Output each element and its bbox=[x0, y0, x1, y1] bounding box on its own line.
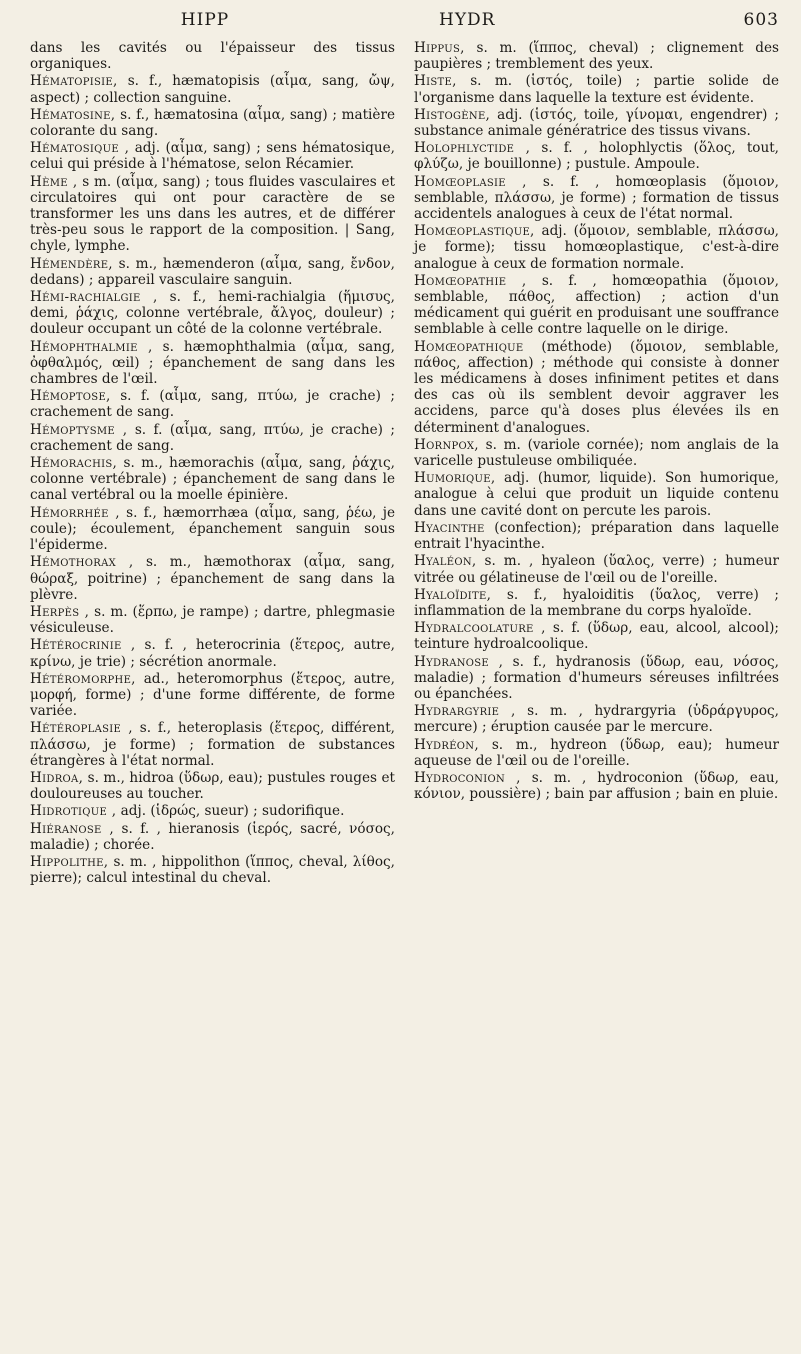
dictionary-entry bbox=[30, 422, 395, 454]
entry-definition: adj. (ἱδρώς, sueur) ; sudorifique. bbox=[120, 803, 345, 820]
entry-definition: s. f., hydranosis (ὕδωρ, eau, νόσος, maladie) ; formation d'humeurs séreuses infiltrées ou épanchées. bbox=[414, 653, 779, 702]
dictionary-entry bbox=[30, 604, 395, 636]
entry-headword: Hémoptose, bbox=[30, 388, 111, 405]
entry-headword: Hornpox, bbox=[414, 436, 479, 453]
entry-definition: s. m., hæmorachis (αἷμα, sang, ῥάχις, colonne vertébrale) ; épanchement de sang dans le canal vertébral ou la moelle épinière. bbox=[30, 455, 395, 504]
entry-headword: Hydralcoolature , bbox=[414, 620, 546, 637]
dictionary-entry bbox=[30, 174, 395, 255]
dictionary-entry bbox=[30, 388, 395, 420]
entry-headword: Hétéromorphe, bbox=[30, 670, 136, 687]
dictionary-entry bbox=[30, 803, 395, 819]
entry-headword: Hyaléon, bbox=[414, 553, 477, 570]
dictionary-entry bbox=[414, 73, 779, 105]
entry-definition: s. m. , hyaleon (ὕαλος, verre) ; humeur vitrée ou gélatineuse de l'œil ou de l'oreille. bbox=[414, 553, 779, 586]
entry-definition: adj. (humor, liquide). Son humorique, analogue à celui que produit un liquide contenu dans une cavité dont on percute les parois. bbox=[414, 470, 779, 519]
entry-headword: Hiéranose , bbox=[30, 820, 115, 837]
entry-headword: Histogène, bbox=[414, 106, 491, 123]
entry-headword: Hidroa, bbox=[30, 769, 84, 786]
entry-definition: s. f. (ὕδωρ, eau, alcool, alcool); teinture hydroalcoolique. bbox=[414, 620, 779, 653]
entry-definition: s. f. , homœopathia (ὅμοιον, semblable, πάθος, affection) ; action d'un médicament qui guérit en produisant une souffrance semblable à celle contre laquelle on le dirige. bbox=[414, 272, 780, 338]
dictionary-entry bbox=[414, 273, 779, 338]
right-column bbox=[414, 40, 779, 887]
dictionary-entry bbox=[30, 720, 395, 769]
entry-headword: Hydroconion , bbox=[414, 769, 521, 786]
entry-headword: Hyacinthe bbox=[414, 519, 485, 536]
entry-definition: adj. (αἷμα, sang) ; sens hématosique, celui qui préside à l'hématose, selon Récamier. bbox=[30, 140, 395, 173]
dictionary-entry bbox=[414, 520, 779, 552]
dictionary-entry bbox=[30, 455, 395, 504]
entry-headword: Hémorrhée , bbox=[30, 504, 120, 521]
entry-headword: Hémi-rachialgie , bbox=[30, 289, 158, 306]
entry-headword: Hémorachis, bbox=[30, 455, 118, 472]
entry-headword: Holophlyctide , bbox=[414, 140, 531, 157]
entry-headword: Hydréon, bbox=[414, 736, 479, 753]
dictionary-entry bbox=[30, 289, 395, 338]
entry-definition: s. f., heteroplasis (ἕτερος, différent, πλάσσω, je forme) ; formation de substances étrangères à l'état normal. bbox=[30, 720, 396, 769]
entry-definition: dans les cavités ou l'épaisseur des tissus organiques. bbox=[30, 40, 395, 73]
dictionary-entry bbox=[414, 770, 779, 802]
dictionary-entry bbox=[414, 140, 779, 172]
entry-definition: s. m., hæmothorax (αἷμα, sang, θώραξ, poitrine) ; épanchement de sang dans la plèvre. bbox=[30, 554, 395, 603]
header-right-group bbox=[399, 10, 779, 30]
entry-definition: s. m. , hippolithon (ἵππος, cheval, λίθος, pierre); calcul intestinal du cheval. bbox=[30, 853, 395, 887]
dictionary-entry bbox=[414, 703, 779, 735]
entry-definition: s. f. (αἷμα, sang, πτύω, je crache) ; crachement de sang. bbox=[30, 388, 395, 421]
dictionary-entry bbox=[30, 256, 395, 288]
entry-headword: Homœopathie , bbox=[414, 272, 527, 289]
entry-definition: s. m., hydreon (ὕδωρ, eau); humeur aqueuse de l'œil ou de l'oreille. bbox=[414, 736, 779, 769]
dictionary-entry bbox=[414, 470, 779, 519]
entry-definition: (méthode) (ὅμοιον, semblable, πάθος, affection) ; méthode qui consiste à donner les médicamens à doses infiniment petites et dans des cas où ils semblent devoir aggraver les accidens, parce qu'à doses plus élevées ils en déterminent d'analogues. bbox=[414, 338, 779, 436]
dictionary-entry bbox=[30, 554, 395, 603]
dictionary-entry bbox=[414, 620, 779, 652]
entry-definition: s. m. , hydrargyria (ὑδράργυρος, mercure) ; éruption causée par le mercure. bbox=[414, 703, 779, 736]
entry-headword: Hématopisie, bbox=[30, 73, 118, 90]
entry-definition: s m. (αἷμα, sang) ; tous fluides vasculaires et circulatoires qui ont pour caractère de se transformer les uns dans les autres, et de différer très-peu sous le rapport de la composition. | Sang, chyle, lymphe. bbox=[30, 173, 395, 255]
left-column bbox=[30, 40, 395, 887]
entry-headword: Hémothorax , bbox=[30, 554, 134, 571]
dictionary-entry bbox=[414, 737, 779, 769]
header-center-word: HYDR bbox=[439, 10, 496, 30]
dictionary-entry bbox=[414, 339, 779, 436]
entry-definition: s. f. , hieranosis (ἱερός, sacré, νόσος, maladie) ; chorée. bbox=[30, 820, 395, 853]
entry-headword: Hématosine, bbox=[30, 106, 116, 123]
dictionary-entry bbox=[30, 671, 395, 720]
entry-headword: Homœopathique bbox=[414, 338, 524, 355]
entry-headword: Hémophthalmie , bbox=[30, 338, 153, 355]
dictionary-entry bbox=[30, 73, 395, 105]
dictionary-entry bbox=[414, 107, 779, 139]
entry-definition: s. f. , heterocrinia (ἕτερος, autre, κρίνω, je trie) ; sécrétion anormale. bbox=[30, 637, 395, 670]
entry-definition: s. f., hæmatopisis (αἷμα, sang, ὤψ, aspect) ; collection sanguine. bbox=[30, 73, 395, 106]
entry-definition: s. hæmophthalmia (αἷμα, sang, ὀφθαλμός, œil) ; épanchement de sang dans les chambres de l'œil. bbox=[30, 338, 395, 388]
entry-definition: s. f. (αἷμα, sang, πτύω, je crache) ; crachement de sang. bbox=[30, 421, 395, 454]
dictionary-entry bbox=[414, 223, 779, 272]
entry-headword: Homœoplastique, bbox=[414, 223, 535, 240]
dictionary-entry bbox=[30, 107, 395, 139]
entry-headword: Hippolithe, bbox=[30, 853, 109, 870]
dictionary-entry bbox=[414, 174, 779, 223]
header-left-word: HIPP bbox=[180, 10, 230, 30]
dictionary-entry bbox=[30, 140, 395, 172]
entry-definition: s. f. , holophlyctis (ὅλος, tout, φλύζω, je bouillonne) ; pustule. Ampoule. bbox=[414, 140, 780, 173]
entry-headword: Hémoptysme , bbox=[30, 421, 128, 438]
dictionary-entry bbox=[30, 821, 395, 853]
page-number: 603 bbox=[743, 10, 779, 30]
dictionary-entry bbox=[30, 854, 395, 886]
entry-headword: Hème , bbox=[30, 173, 78, 190]
entry-definition: s. f., hyaloiditis (ὕαλος, verre) ; inflammation de la membrane du corps hyaloïde. bbox=[414, 586, 779, 619]
entry-headword: Hydrargyrie , bbox=[414, 703, 516, 720]
entry-headword: Hétéroplasie , bbox=[30, 720, 133, 737]
entry-definition: s. f., hemi-rachialgia (ἥμισυς, demi, ῥάχις, colonne vertébrale, ἄλγος, douleur) ; douleur occupant un côté de la colonne vertébrale. bbox=[30, 289, 395, 338]
dictionary-entry bbox=[30, 770, 395, 802]
entry-definition: (confection); préparation dans laquelle entrait l'hyacinthe. bbox=[414, 519, 779, 553]
dictionary-entry bbox=[414, 654, 779, 703]
entry-headword: Hyaloïdite, bbox=[414, 586, 492, 603]
entry-definition: adj. (ἱστός, toile, γίνομαι, engendrer) ; substance animale génératrice des tissus vivans. bbox=[414, 106, 779, 140]
entry-definition: adj. (ὅμοιον, semblable, πλάσσω, je forme); tissu homœoplastique, c'est-à-dire analogue à ceux de formation normale. bbox=[414, 223, 779, 272]
two-column-body bbox=[30, 40, 779, 887]
entry-headword: Homœoplasie , bbox=[414, 173, 527, 190]
dictionary-entry bbox=[414, 553, 779, 585]
entry-definition: s. m., hidroa (ὕδωρ, eau); pustules rouges et douloureuses au toucher. bbox=[30, 769, 395, 803]
entry-definition: ad., heteromorphus (ἕτερος, autre, μορφή, forme) ; d'une forme différente, de forme variée. bbox=[30, 670, 395, 720]
entry-definition: s. m. (ἵππος, cheval) ; clignement des paupières ; tremblement des yeux. bbox=[414, 40, 780, 73]
running-header bbox=[30, 10, 779, 38]
entry-headword: Hématosique , bbox=[30, 140, 130, 157]
entry-definition: s. m. (variole cornée); nom anglais de la varicelle pustuleuse ombiliquée. bbox=[414, 436, 780, 470]
entry-headword: Hidrotique , bbox=[30, 803, 117, 820]
entry-definition: s. f., hæmorrhæa (αἷμα, sang, ῥέω, je coule); écoulement, épanchement sanguin sous l'épiderme. bbox=[30, 504, 395, 554]
dictionary-entry bbox=[30, 637, 395, 669]
dictionary-entry bbox=[414, 587, 779, 619]
entry-headword: Humorique, bbox=[414, 470, 496, 487]
entry-headword: Hippus, bbox=[414, 40, 465, 56]
entry-definition: s. m. , hydroconion (ὕδωρ, eau, κόνιον, poussière) ; bain par affusion ; bain en pluie. bbox=[414, 769, 779, 803]
entry-definition: s. m., hæmenderon (αἷμα, sang, ἔνδον, dedans) ; appareil vasculaire sanguin. bbox=[30, 255, 396, 288]
dictionary-entry bbox=[30, 505, 395, 554]
entry-headword: Hémendère, bbox=[30, 255, 113, 272]
entry-definition: s. m. (ἱστός, toile) ; partie solide de l'organisme dans laquelle la texture est évidente. bbox=[414, 73, 779, 106]
entry-definition: s. m. (ἕρπω, je rampe) ; dartre, phlegmasie vésiculeuse. bbox=[30, 603, 395, 637]
entry-definition: s. f., hæmatosina (αἷμα, sang) ; matière colorante du sang. bbox=[30, 106, 395, 140]
entry-definition: s. f. , homœoplasis (ὅμοιον, semblable, πλάσσω, je forme) ; formation de tissus accidentels analogues à ceux de l'état normal. bbox=[414, 173, 779, 223]
dictionary-entry bbox=[30, 40, 395, 72]
dictionary-entry bbox=[30, 339, 395, 388]
entry-headword: Hydranose , bbox=[414, 653, 504, 670]
dictionary-entry bbox=[414, 437, 779, 469]
entry-headword: Hétérocrinie , bbox=[30, 637, 136, 654]
entry-headword: Herpès , bbox=[30, 603, 90, 620]
dictionary-entry bbox=[414, 40, 779, 72]
entry-headword: Histe, bbox=[414, 73, 457, 90]
